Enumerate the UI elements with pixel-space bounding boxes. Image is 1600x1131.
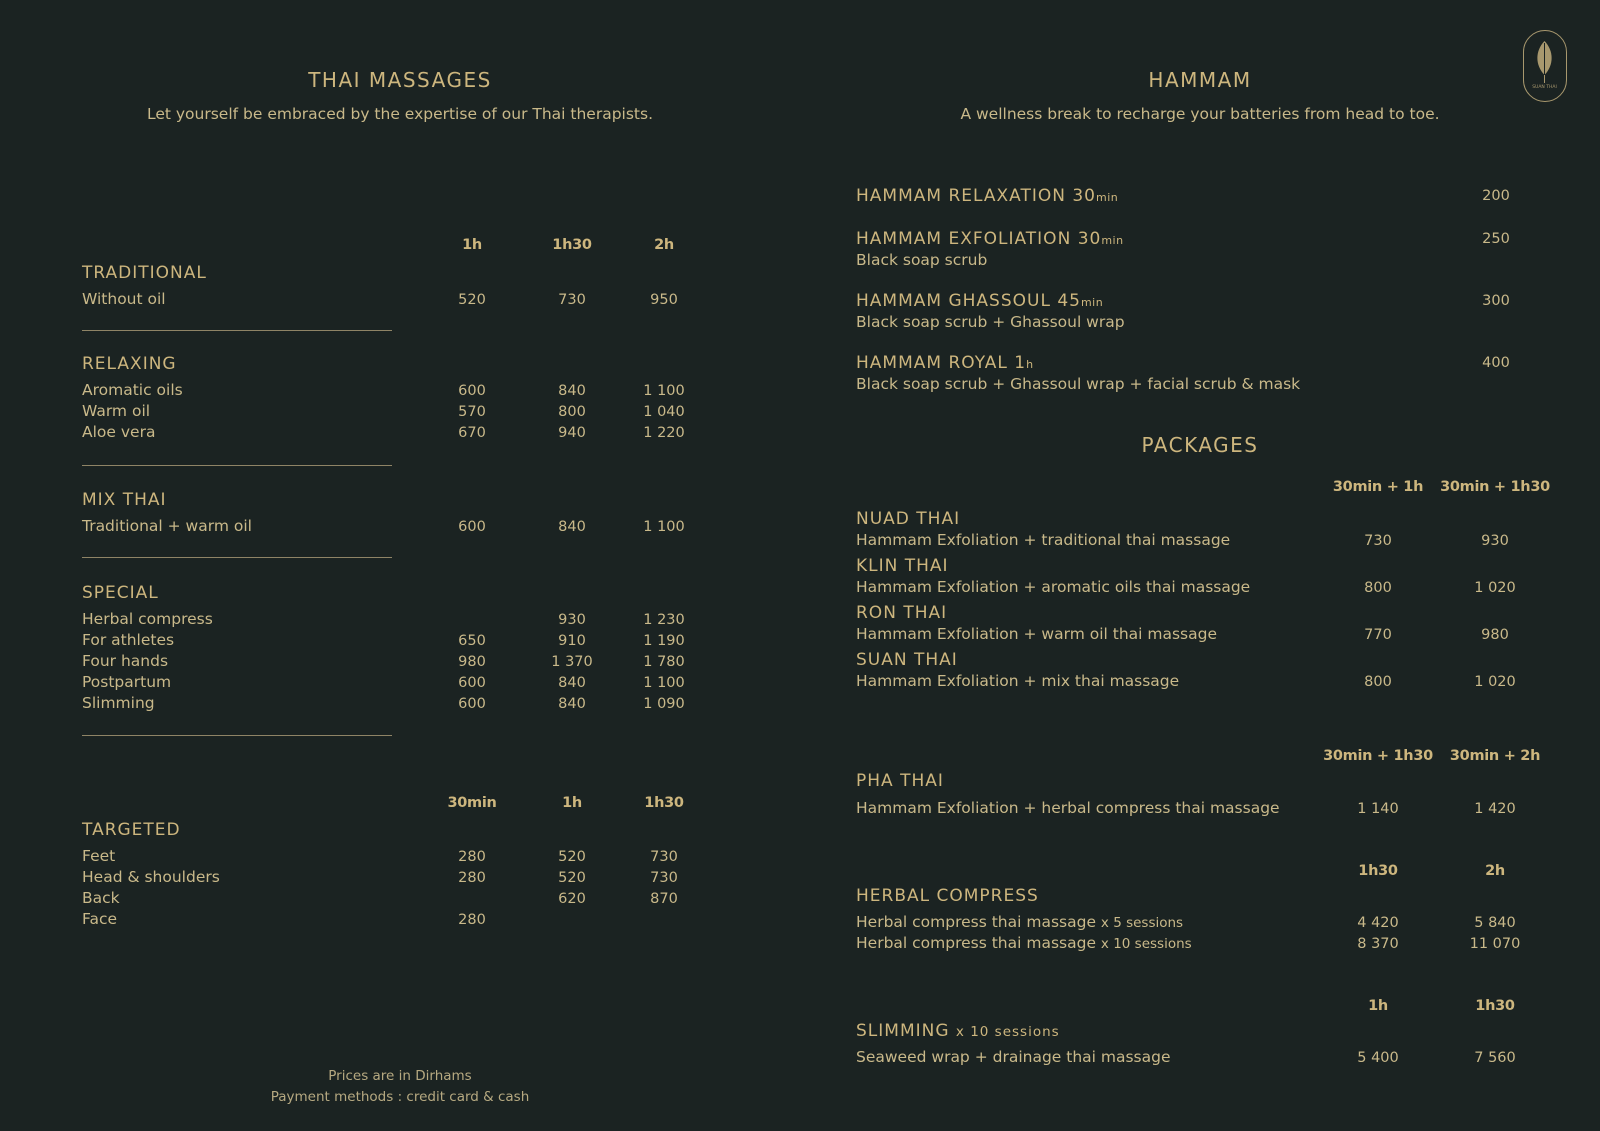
item-name: HAMMAM RELAXATION 30 bbox=[856, 186, 1096, 206]
price-1h: 520 bbox=[558, 849, 586, 865]
currency-note: Prices are in Dirhams bbox=[328, 1068, 472, 1084]
package-name: NUAD THAI bbox=[856, 509, 961, 529]
price-1h: 520 bbox=[458, 292, 486, 308]
hammam-subtitle: A wellness break to recharge your batteries from head to toe. bbox=[960, 105, 1440, 123]
section-traditional: TRADITIONAL bbox=[82, 263, 207, 283]
price-1h30: 840 bbox=[558, 519, 586, 535]
price-1h: 600 bbox=[458, 696, 486, 712]
item-label: Without oil bbox=[82, 290, 166, 308]
price-1h: 980 bbox=[458, 654, 486, 670]
price-1h: 600 bbox=[458, 383, 486, 399]
price-1h30: 730 bbox=[558, 292, 586, 308]
price-col2: 11 070 bbox=[1469, 936, 1521, 952]
divider bbox=[82, 557, 392, 558]
price-1h30: 840 bbox=[558, 675, 586, 691]
package-description bbox=[856, 913, 1183, 931]
price-1h30: 840 bbox=[558, 696, 586, 712]
price-col2: 930 bbox=[1481, 533, 1509, 549]
price-1h: 620 bbox=[558, 891, 586, 907]
price-2h: 1 220 bbox=[643, 425, 685, 441]
price-1h: 570 bbox=[458, 404, 486, 420]
col-header-30min-1h30: 30min + 1h30 bbox=[1323, 748, 1433, 764]
price-1h30: 870 bbox=[650, 891, 678, 907]
price-col1: 800 bbox=[1364, 580, 1392, 596]
price-1h: 600 bbox=[458, 519, 486, 535]
price-1h30: 730 bbox=[650, 870, 678, 886]
package-description: Hammam Exfoliation + mix thai massage bbox=[856, 672, 1180, 690]
price-2h: 1 100 bbox=[643, 519, 685, 535]
price-30min: 280 bbox=[458, 870, 486, 886]
item-title bbox=[856, 186, 1118, 206]
section-relaxing: RELAXING bbox=[82, 354, 177, 374]
item-unit: min bbox=[1080, 296, 1104, 309]
package-name bbox=[856, 1021, 1060, 1041]
item-label: Head & shoulders bbox=[82, 868, 220, 886]
item-price: 200 bbox=[1482, 188, 1510, 204]
package-description: Seaweed wrap + drainage thai massage bbox=[856, 1048, 1171, 1066]
price-col1: 730 bbox=[1364, 533, 1392, 549]
item-label: Aloe vera bbox=[82, 423, 156, 441]
brand-logo bbox=[1523, 30, 1567, 102]
price-col1: 5 400 bbox=[1357, 1050, 1399, 1066]
logo-text: SUAN THAI bbox=[1532, 85, 1557, 90]
price-col1: 8 370 bbox=[1357, 936, 1399, 952]
col-header-30min: 30min bbox=[447, 795, 497, 811]
price-col1: 1 140 bbox=[1357, 801, 1399, 817]
sessions-note: x 10 sessions bbox=[1100, 936, 1192, 952]
package-description: Hammam Exfoliation + herbal compress thai massage bbox=[856, 799, 1280, 817]
col-header-30min-1h30: 30min + 1h30 bbox=[1440, 479, 1550, 495]
col-header-1h30: 1h30 bbox=[644, 795, 684, 811]
price-col1: 800 bbox=[1364, 674, 1392, 690]
item-title bbox=[856, 229, 1124, 249]
item-label: Traditional + warm oil bbox=[82, 517, 252, 535]
item-price: 400 bbox=[1482, 355, 1510, 371]
item-label: Herbal compress bbox=[82, 610, 213, 628]
col-header-30min-2h: 30min + 2h bbox=[1449, 748, 1541, 764]
price-2h: 1 780 bbox=[643, 654, 685, 670]
price-1h30: 730 bbox=[650, 849, 678, 865]
price-col2: 1 020 bbox=[1474, 674, 1516, 690]
package-description: Hammam Exfoliation + traditional thai massage bbox=[856, 531, 1231, 549]
item-label: Postpartum bbox=[82, 673, 172, 691]
sessions-note: x 10 sessions bbox=[955, 1024, 1060, 1040]
item-name: HAMMAM GHASSOUL 45 bbox=[856, 291, 1081, 311]
thai-massages-title: THAI MASSAGES bbox=[308, 68, 492, 92]
item-name: HAMMAM ROYAL 1 bbox=[856, 353, 1027, 373]
col-header-1h: 1h bbox=[462, 237, 482, 253]
hammam-title: HAMMAM bbox=[1148, 68, 1252, 92]
item-label: Back bbox=[82, 889, 120, 907]
item-label: Four hands bbox=[82, 652, 169, 670]
package-name: KLIN THAI bbox=[856, 556, 949, 576]
price-2h: 1 190 bbox=[643, 633, 685, 649]
price-2h: 1 230 bbox=[643, 612, 685, 628]
item-price: 300 bbox=[1482, 293, 1510, 309]
item-description: Black soap scrub bbox=[856, 251, 988, 269]
item-title bbox=[856, 291, 1103, 311]
package-description: Hammam Exfoliation + aromatic oils thai massage bbox=[856, 578, 1251, 596]
item-price: 250 bbox=[1482, 231, 1510, 247]
price-2h: 1 090 bbox=[643, 696, 685, 712]
price-1h: 650 bbox=[458, 633, 486, 649]
price-col2: 1 020 bbox=[1474, 580, 1516, 596]
sessions-note: x 5 sessions bbox=[1100, 915, 1184, 931]
item-unit: min bbox=[1101, 234, 1124, 247]
item-label: For athletes bbox=[82, 631, 175, 649]
item-unit: h bbox=[1026, 358, 1034, 371]
price-2h: 1 040 bbox=[643, 404, 685, 420]
price-col1: 770 bbox=[1364, 627, 1392, 643]
package-name: RON THAI bbox=[856, 603, 948, 623]
price-col2: 980 bbox=[1481, 627, 1509, 643]
price-col2: 7 560 bbox=[1474, 1050, 1516, 1066]
price-1h30: 910 bbox=[558, 633, 586, 649]
price-1h: 600 bbox=[458, 675, 486, 691]
price-30min: 280 bbox=[458, 912, 486, 928]
description-text: Herbal compress thai massage bbox=[856, 934, 1096, 952]
col-header-1h: 1h bbox=[562, 795, 582, 811]
item-description: Black soap scrub + Ghassoul wrap + facial scrub & mask bbox=[856, 375, 1301, 393]
package-name: PHA THAI bbox=[856, 771, 944, 791]
item-label: Aromatic oils bbox=[82, 381, 183, 399]
package-description bbox=[856, 934, 1192, 952]
package-name: SUAN THAI bbox=[856, 650, 958, 670]
price-30min: 280 bbox=[458, 849, 486, 865]
slimming-name: SLIMMING bbox=[856, 1021, 950, 1041]
col-header-2h: 2h bbox=[654, 237, 674, 253]
item-title bbox=[856, 353, 1034, 373]
col-header-1h30: 1h30 bbox=[1358, 863, 1398, 879]
price-col1: 4 420 bbox=[1357, 915, 1399, 931]
price-1h30: 1 370 bbox=[551, 654, 593, 670]
item-label: Feet bbox=[82, 847, 116, 865]
item-label: Face bbox=[82, 910, 118, 928]
price-2h: 1 100 bbox=[643, 383, 685, 399]
item-label: Slimming bbox=[82, 694, 155, 712]
col-header-1h30: 1h30 bbox=[1475, 998, 1515, 1014]
price-1h: 520 bbox=[558, 870, 586, 886]
item-label: Warm oil bbox=[82, 402, 151, 420]
payment-note: Payment methods : credit card & cash bbox=[270, 1089, 530, 1105]
thai-massages-subtitle: Let yourself be embraced by the expertise of our Thai therapists. bbox=[146, 105, 654, 123]
price-1h30: 840 bbox=[558, 383, 586, 399]
price-col2: 5 840 bbox=[1474, 915, 1516, 931]
packages-title: PACKAGES bbox=[1141, 433, 1259, 457]
section-special: SPECIAL bbox=[82, 583, 159, 603]
price-1h: 670 bbox=[458, 425, 486, 441]
item-description: Black soap scrub + Ghassoul wrap bbox=[856, 313, 1125, 331]
col-header-2h: 2h bbox=[1485, 863, 1505, 879]
price-2h: 1 100 bbox=[643, 675, 685, 691]
divider bbox=[82, 330, 392, 331]
divider bbox=[82, 465, 392, 466]
price-1h30: 800 bbox=[558, 404, 586, 420]
price-2h: 950 bbox=[650, 292, 678, 308]
item-name: HAMMAM EXFOLIATION 30 bbox=[856, 229, 1102, 249]
col-header-1h30: 1h30 bbox=[552, 237, 592, 253]
col-header-1h: 1h bbox=[1368, 998, 1388, 1014]
section-herbal-compress: HERBAL COMPRESS bbox=[856, 886, 1039, 906]
col-header-30min-1h: 30min + 1h bbox=[1332, 479, 1424, 495]
item-unit: min bbox=[1095, 191, 1119, 204]
description-text: Herbal compress thai massage bbox=[856, 913, 1096, 931]
price-1h30: 930 bbox=[558, 612, 586, 628]
section-mix-thai: MIX THAI bbox=[82, 490, 167, 510]
price-1h30: 940 bbox=[558, 425, 586, 441]
package-description: Hammam Exfoliation + warm oil thai massage bbox=[856, 625, 1218, 643]
divider bbox=[82, 735, 392, 736]
section-targeted: TARGETED bbox=[82, 820, 181, 840]
price-col2: 1 420 bbox=[1474, 801, 1516, 817]
